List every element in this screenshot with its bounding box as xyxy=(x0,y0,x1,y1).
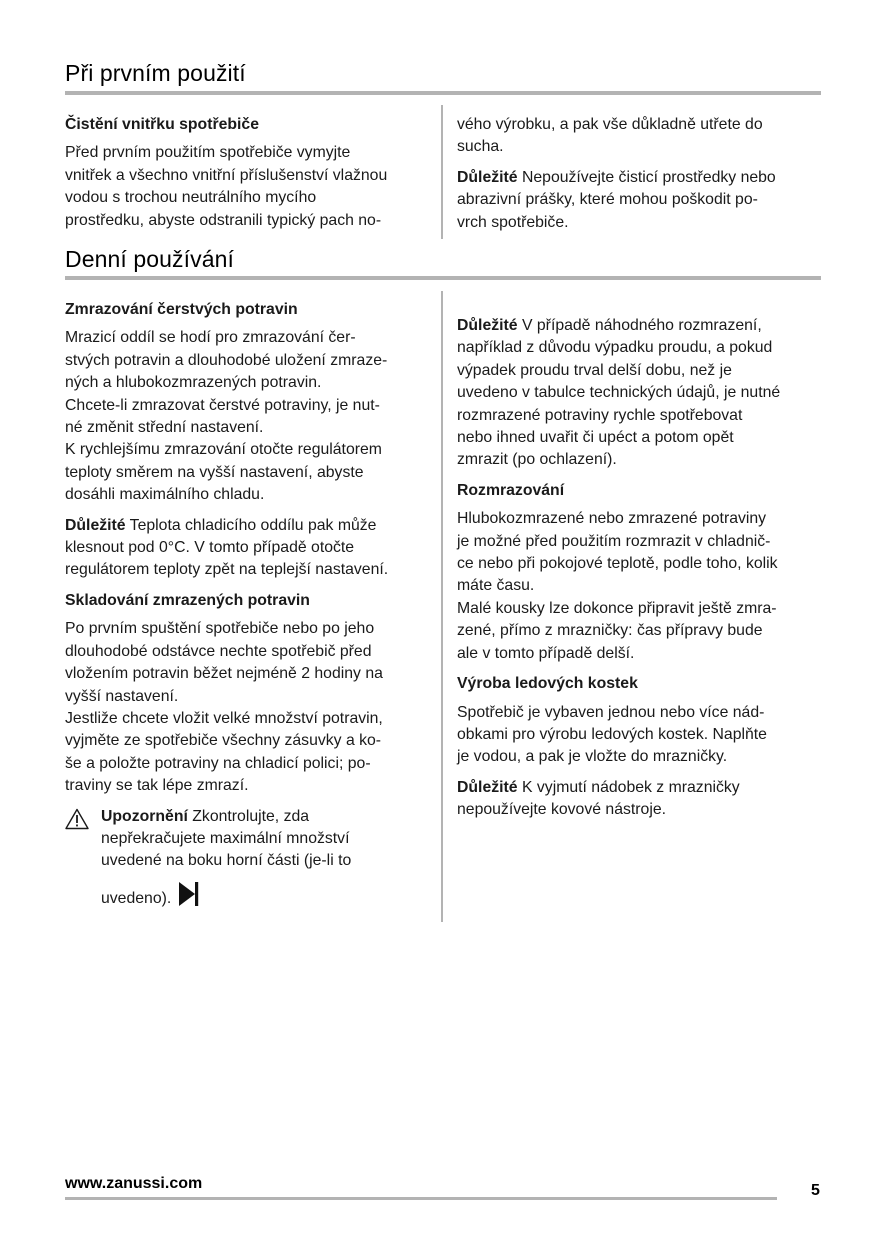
section-title-daily-use: Denní používání xyxy=(65,246,235,272)
text-line: regulátorem teploty zpět na teplejší nastavení. xyxy=(65,561,389,579)
subheading-cleaning: Čistění vnitřku spotřebiče xyxy=(65,116,259,133)
text-line: Po prvním spuštění spotřebiče nebo po jeho xyxy=(65,620,375,638)
important-note xyxy=(457,315,829,337)
text-line: ale v tomto případě delší. xyxy=(457,644,635,662)
column-divider xyxy=(441,105,443,239)
warning-last-line xyxy=(101,881,437,910)
text-line: vrch spotřebiče. xyxy=(457,213,569,231)
warning-label: Upozornění xyxy=(101,807,188,825)
footer-rule xyxy=(65,1197,777,1200)
text-line: prostředku, abyste odstranili typický pach no- xyxy=(65,211,382,229)
text-line: sucha. xyxy=(457,138,504,156)
important-note xyxy=(457,167,827,189)
text-line: Chcete-li zmrazovat čerstvé potraviny, je nut- xyxy=(65,396,380,414)
text-line: Před prvním použitím spotřebiče vymyjte xyxy=(65,144,351,162)
important-label: Důležité xyxy=(457,168,518,186)
text-line: nepřekračujete maximální množství xyxy=(101,829,350,847)
column-divider xyxy=(441,291,443,922)
text-line: výpadek proudu trval delší dobu, než je xyxy=(457,361,732,379)
text-line: uvedeno v tabulce technických údajů, je nutné xyxy=(457,384,781,402)
text-line: dosáhli maximálního chladu. xyxy=(65,486,265,504)
text-line: dlouhodobé odstávce nechte spotřebič před xyxy=(65,642,372,660)
subheading-ice-cubes: Výroba ledových kostek xyxy=(457,675,638,693)
text-line: Zkontrolujte, zda xyxy=(187,807,310,825)
text-line: uvedené na boku horní části (je-li to xyxy=(101,852,352,870)
warning-line xyxy=(101,806,437,828)
important-label: Důležité xyxy=(65,516,126,534)
text-line: Nepoužívejte čisticí prostředky nebo xyxy=(517,168,776,186)
text-line: vého výrobku, a pak vše důkladně utřete do xyxy=(457,116,763,133)
daily-use-right-column xyxy=(457,315,829,822)
text-line: nebo ihned uvařit či upéct a potom opět xyxy=(457,429,734,447)
text-line: Malé kousky lze dokonce připravit ještě zmra- xyxy=(457,599,777,617)
text-line: nepoužívejte kovové nástroje. xyxy=(457,801,667,819)
warning-note xyxy=(65,806,437,911)
warning-triangle-icon xyxy=(65,808,89,830)
text-line: Teplota chladicího oddílu pak může xyxy=(125,516,377,534)
text-line: je možné před použitím rozmrazit v chladnič- xyxy=(457,532,771,550)
text-line: máte času. xyxy=(457,577,535,595)
diode-symbol-icon xyxy=(177,881,201,907)
text-line: K rychlejšímu zmrazování otočte regulátorem xyxy=(65,441,382,459)
text-line: ných a hlubokozmrazených potravin. xyxy=(65,374,322,392)
text-line: Jestliže chcete vložit velké množství potravin, xyxy=(65,709,383,727)
important-note xyxy=(65,515,437,537)
section-rule xyxy=(65,91,821,95)
text-line: například z důvodu výpadku proudu, a pokud xyxy=(457,339,773,357)
text-line: zené, přímo z mrazničky: čas přípravy bude xyxy=(457,622,763,640)
text-line: obkami pro výrobu ledových kostek. Naplňte xyxy=(457,725,767,743)
page-number: 5 xyxy=(811,1182,820,1199)
text-line: stvých potravin a dlouhodobé uložení zmraze- xyxy=(65,351,388,369)
text-line: Spotřebič je vybaven jednou nebo více nád- xyxy=(457,703,765,721)
text-line: vodou s trochou neutrálního mycího xyxy=(65,189,317,207)
important-label: Důležité xyxy=(457,778,518,796)
text-line: uvedeno). xyxy=(101,889,172,907)
text-line: vyjměte ze spotřebiče všechny zásuvky a ko- xyxy=(65,732,382,750)
text-line: ce nebo při pokojové teplotě, podle toho, kolik xyxy=(457,555,778,573)
text-line: Mrazicí oddíl se hodí pro zmrazování čer- xyxy=(65,329,356,347)
section-title-first-use: Při prvním použití xyxy=(65,60,246,86)
text-line: še a položte potraviny na chladicí polici; po- xyxy=(65,754,371,772)
daily-use-left-column xyxy=(65,299,437,910)
text-line: V případě náhodného rozmrazení, xyxy=(517,317,762,334)
text-line: Hlubokozmrazené nebo zmrazené potraviny xyxy=(457,510,767,528)
text-line: teploty směrem na vyšší nastavení, abyste xyxy=(65,463,364,481)
subheading-freezing: Zmrazování čerstvých potravin xyxy=(65,301,298,318)
subheading-defrosting: Rozmrazování xyxy=(457,481,565,499)
first-use-left-column xyxy=(65,114,435,232)
text-line: traviny se tak lépe zmrazí. xyxy=(65,777,249,795)
text-line: je vodou, a pak je vložte do mrazničky. xyxy=(457,748,728,766)
important-note xyxy=(457,777,829,799)
text-line: klesnout pod 0°C. V tomto případě otočte xyxy=(65,539,355,557)
text-line: né změnit střední nastavení. xyxy=(65,419,264,437)
text-line: K vyjmutí nádobek z mrazničky xyxy=(517,778,740,796)
footer-website: www.zanussi.com xyxy=(65,1175,203,1192)
text-line: rozmrazené potraviny rychle spotřebovat xyxy=(457,406,743,424)
subheading-storage: Skladování zmrazených potravin xyxy=(65,591,310,609)
text-line: vyšší nastavení. xyxy=(65,687,179,705)
first-use-right-column xyxy=(457,114,827,234)
text-line: vložením potravin běžet nejméně 2 hodiny na xyxy=(65,665,383,683)
text-line: abrazivní prášky, které mohou poškodit po- xyxy=(457,191,758,209)
text-line: zmrazit (po ochlazení). xyxy=(457,451,617,469)
important-label: Důležité xyxy=(457,317,518,334)
section-rule xyxy=(65,276,821,280)
text-line: vnitřek a všechno vnitřní příslušenství vlažnou xyxy=(65,166,388,184)
